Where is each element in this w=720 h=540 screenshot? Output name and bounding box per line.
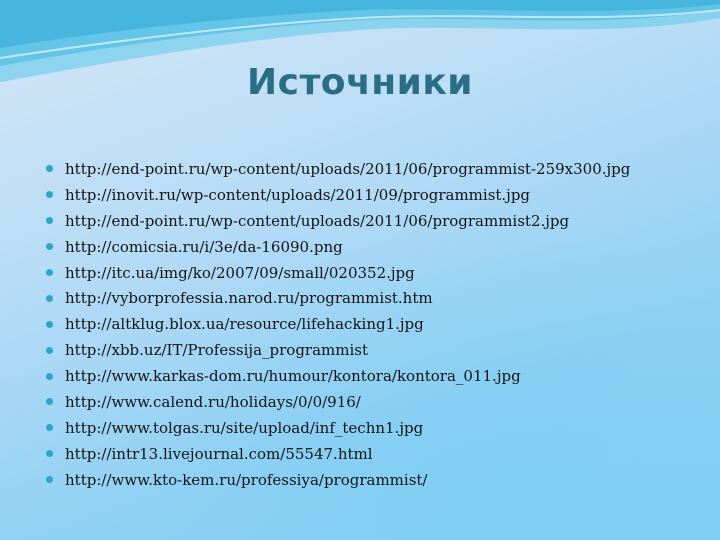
- list-item: [46, 363, 630, 389]
- bullet-icon: [46, 269, 53, 276]
- slide-title: Источники: [246, 62, 474, 103]
- list-item: [46, 441, 630, 467]
- list-item: [46, 467, 630, 493]
- list-item: [46, 208, 630, 234]
- list-item: [46, 234, 630, 260]
- list-item: [46, 260, 630, 286]
- list-item: [46, 156, 630, 182]
- source-link[interactable]: http://end-point.ru/wp-content/uploads/2011/06/programmist2.jpg: [65, 211, 570, 230]
- bullet-icon: [46, 450, 53, 457]
- bullet-icon: [46, 347, 53, 354]
- list-item: [46, 285, 630, 311]
- bullet-icon: [46, 321, 53, 328]
- source-link[interactable]: http://itc.ua/img/ko/2007/09/small/020352.jpg: [65, 263, 415, 282]
- source-link[interactable]: http://inovit.ru/wp-content/uploads/2011/09/programmist.jpg: [65, 185, 531, 204]
- list-item: [46, 182, 630, 208]
- source-link[interactable]: http://www.karkas-dom.ru/humour/kontora/kontora_011.jpg: [65, 367, 521, 386]
- bullet-icon: [46, 165, 53, 172]
- source-link[interactable]: http://comicsia.ru/i/3e/da-16090.png: [65, 237, 343, 256]
- bullet-icon: [46, 373, 53, 380]
- bullet-icon: [46, 476, 53, 483]
- bullet-icon: [46, 191, 53, 198]
- source-link[interactable]: http://www.calend.ru/holidays/0/0/916/: [65, 392, 361, 411]
- list-item: [46, 415, 630, 441]
- bullet-icon: [46, 243, 53, 250]
- bullet-icon: [46, 217, 53, 224]
- bullet-icon: [46, 398, 53, 405]
- sources-list: [46, 156, 630, 493]
- source-link[interactable]: http://www.tolgas.ru/site/upload/inf_techn1.jpg: [65, 418, 424, 437]
- source-link[interactable]: http://altklug.blox.ua/resource/lifehacking1.jpg: [65, 315, 424, 334]
- source-link[interactable]: http://end-point.ru/wp-content/uploads/2011/06/programmist-259x300.jpg: [65, 159, 631, 178]
- source-link[interactable]: http://vyborprofessia.narod.ru/programmist.htm: [65, 289, 433, 308]
- source-link[interactable]: http://intr13.livejournal.com/55547.html: [65, 444, 373, 463]
- bullet-icon: [46, 424, 53, 431]
- source-link[interactable]: http://www.kto-kem.ru/professiya/programmist/: [65, 470, 428, 489]
- list-item: [46, 337, 630, 363]
- list-item: [46, 311, 630, 337]
- source-link[interactable]: http://xbb.uz/IT/Professija_programmist: [65, 341, 369, 360]
- bullet-icon: [46, 295, 53, 302]
- list-item: [46, 389, 630, 415]
